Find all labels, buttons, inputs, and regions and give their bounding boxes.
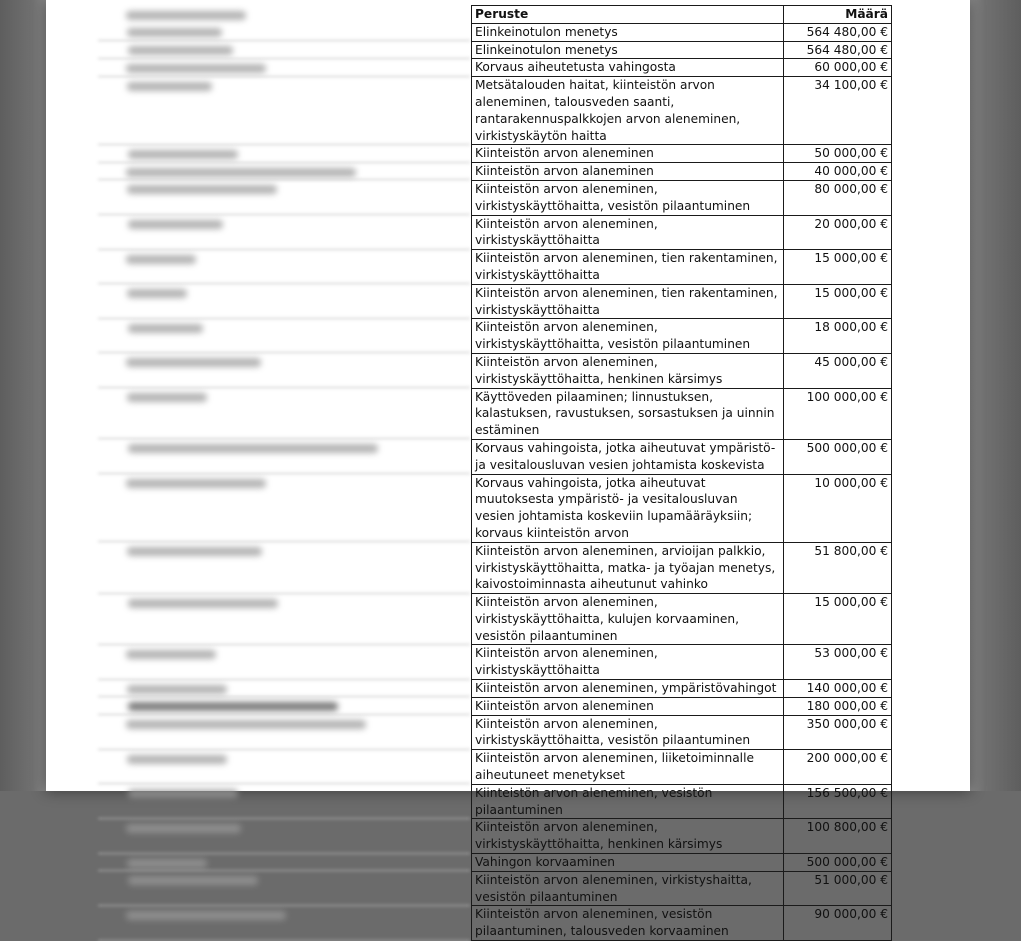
redacted-name (127, 685, 227, 694)
row-basis: Elinkeinotulon menetys (472, 23, 784, 41)
redacted-row-rule (98, 214, 470, 215)
redacted-row-rule (98, 473, 470, 474)
redacted-name (128, 444, 378, 453)
table-row (472, 750, 892, 785)
row-amount: 10 000,00 € (783, 474, 891, 542)
row-amount: 40 000,00 € (783, 163, 891, 181)
viewer-background-right (970, 0, 1021, 791)
row-amount: 100 800,00 € (783, 819, 891, 854)
redacted-name (127, 28, 222, 37)
row-basis: Kiinteistön arvon aleneminen (472, 145, 784, 163)
row-basis: Kiinteistön arvon aleneminen, virkistyskäyttöhaitta (472, 645, 784, 680)
redacted-name (126, 650, 216, 659)
redacted-row-rule (98, 76, 470, 77)
row-amount: 564 480,00 € (783, 23, 891, 41)
table-header-row (472, 6, 892, 24)
redacted-row-rule (98, 696, 470, 697)
table-row (472, 854, 892, 872)
redacted-row-rule (98, 541, 470, 542)
table-row (472, 145, 892, 163)
row-amount: 200 000,00 € (783, 750, 891, 785)
redacted-name (128, 150, 238, 159)
table-row (472, 215, 892, 250)
table-row (472, 180, 892, 215)
row-amount: 500 000,00 € (783, 854, 891, 872)
redacted-row-rule (98, 162, 470, 163)
redacted-name (126, 64, 266, 73)
row-amount: 80 000,00 € (783, 180, 891, 215)
redacted-row-rule (98, 318, 470, 319)
row-basis: Kiinteistön arvon aleneminen, tien rakentaminen, virkistyskäyttöhaitta (472, 284, 784, 319)
table-row (472, 784, 892, 819)
table-row (472, 163, 892, 181)
row-basis: Kiinteistön arvon aleneminen, ympäristövahingot (472, 680, 784, 698)
row-basis: Kiinteistön arvon aleneminen, virkistyskäyttöhaitta, vesistön pilaantuminen (472, 715, 784, 750)
table-row (472, 319, 892, 354)
redacted-name (128, 789, 238, 798)
row-basis: Kiinteistön arvon aleneminen, tien rakentaminen, virkistyskäyttöhaitta (472, 250, 784, 285)
redacted-name (128, 46, 233, 55)
row-amount: 500 000,00 € (783, 439, 891, 474)
table-row (472, 645, 892, 680)
row-basis: Kiinteistön arvon aleneminen (472, 697, 784, 715)
table-row (472, 871, 892, 906)
table-row (472, 819, 892, 854)
table-row (472, 353, 892, 388)
table-row (472, 906, 892, 941)
table-row (472, 474, 892, 542)
document-page (46, 0, 970, 939)
row-amount: 156 500,00 € (783, 784, 891, 819)
row-basis: Korvaus vahingoista, jotka aiheutuvat muutoksesta ympäristö- ja vesitalousluvan vesien johtamista koskeviin lupamääräyksiin; korvaus kiinteistön arvon (472, 474, 784, 542)
row-amount: 51 800,00 € (783, 542, 891, 593)
redacted-row-rule (98, 593, 470, 594)
row-basis: Kiinteistön arvon aleneminen, virkistyskäyttöhaitta, henkinen kärsimys (472, 819, 784, 854)
row-basis: Kiinteistön arvon aleneminen, virkistyskäyttöhaitta, henkinen kärsimys (472, 353, 784, 388)
redacted-name (127, 755, 227, 764)
row-basis: Kiinteistön arvon aleneminen, virkistyskäyttöhaitta, vesistön pilaantuminen (472, 180, 784, 215)
row-basis: Kiinteistön arvon aleneminen, arvioijan palkkio, virkistyskäyttöhaitta, matka- ja työajan menetys, kaivostoiminnasta aiheutunut vahinko (472, 542, 784, 593)
table-row (472, 41, 892, 59)
row-basis: Kiinteistön arvon aleneminen, virkistyskäyttöhaitta, vesistön pilaantuminen (472, 319, 784, 354)
row-amount: 34 100,00 € (783, 77, 891, 145)
redacted-name (126, 358, 261, 367)
redacted-name (127, 82, 212, 91)
redacted-name (126, 911, 286, 920)
redacted-row-rule (98, 905, 470, 906)
table-row (472, 23, 892, 41)
table-row (472, 77, 892, 145)
compensation-table (471, 5, 892, 941)
table-row (472, 594, 892, 645)
row-basis: Korvaus vahingoista, jotka aiheutuvat ympäristö- ja vesitalousluvan vesien johtamista koskevista (472, 439, 784, 474)
redacted-name (128, 702, 338, 711)
redacted-name (128, 220, 223, 229)
row-basis: Kiinteistön arvon aleneminen, virkistyshaitta, vesistön pilaantuminen (472, 871, 784, 906)
row-amount: 20 000,00 € (783, 215, 891, 250)
redacted-name (126, 824, 241, 833)
redacted-row-rule (98, 870, 470, 871)
redacted-row-rule (98, 40, 470, 41)
row-amount: 18 000,00 € (783, 319, 891, 354)
row-basis: Käyttöveden pilaaminen; linnustuksen, kalastuksen, ravustuksen, sorsastuksen ja uinnin estäminen (472, 388, 784, 439)
row-amount: 90 000,00 € (783, 906, 891, 941)
redacted-name (127, 547, 262, 556)
row-basis: Kiinteistön arvon aleneminen, vesistön pilaantuminen (472, 784, 784, 819)
redacted-name (126, 168, 356, 177)
row-amount: 53 000,00 € (783, 645, 891, 680)
row-basis: Elinkeinotulon menetys (472, 41, 784, 59)
table-row (472, 680, 892, 698)
redacted-row-rule (98, 438, 470, 439)
redacted-row-rule (98, 818, 470, 819)
table-body (472, 23, 892, 940)
viewer-background-left (0, 0, 46, 791)
redacted-row-rule (98, 749, 470, 750)
row-amount: 350 000,00 € (783, 715, 891, 750)
header-basis: Peruste (472, 6, 784, 24)
row-amount: 15 000,00 € (783, 284, 891, 319)
redacted-row-rule (98, 853, 470, 854)
table-row (472, 439, 892, 474)
row-amount: 140 000,00 € (783, 680, 891, 698)
row-basis: Vahingon korvaaminen (472, 854, 784, 872)
redacted-row-rule (98, 352, 470, 353)
header-amount: Määrä (783, 6, 891, 24)
table-row (472, 715, 892, 750)
redacted-row-rule (98, 714, 470, 715)
row-amount: 51 000,00 € (783, 871, 891, 906)
redacted-row-rule (98, 179, 470, 180)
redacted-row-rule (98, 283, 470, 284)
row-basis: Kiinteistön arvon aleneminen, virkistyskäyttöhaitta, kulujen korvaaminen, vesistön pilaantuminen (472, 594, 784, 645)
redacted-row-rule (98, 249, 470, 250)
redacted-row-rule (98, 679, 470, 680)
row-basis: Kiinteistön arvon aleneminen, liiketoiminnalle aiheutuneet menetykset (472, 750, 784, 785)
table-row (472, 542, 892, 593)
redacted-name (128, 876, 258, 885)
row-amount: 50 000,00 € (783, 145, 891, 163)
row-amount: 564 480,00 € (783, 41, 891, 59)
redacted-name (126, 11, 246, 20)
redacted-row-rule (98, 644, 470, 645)
redacted-name (127, 859, 207, 868)
table-row (472, 697, 892, 715)
redacted-row-rule (98, 144, 470, 145)
table-row (472, 284, 892, 319)
row-basis: Kiinteistön arvon alaneminen (472, 163, 784, 181)
redacted-name (127, 393, 207, 402)
redacted-row-rule (98, 387, 470, 388)
row-basis: Korvaus aiheutetusta vahingosta (472, 59, 784, 77)
row-amount: 15 000,00 € (783, 250, 891, 285)
redacted-name (128, 599, 278, 608)
redacted-row-rule (98, 58, 470, 59)
row-amount: 45 000,00 € (783, 353, 891, 388)
redacted-name (126, 479, 266, 488)
redacted-name (128, 324, 203, 333)
table-row (472, 250, 892, 285)
row-amount: 60 000,00 € (783, 59, 891, 77)
row-basis: Metsätalouden haitat, kiinteistön arvon aleneminen, talousveden saanti, rantarakennuspalkkojen arvon aleneminen, virkistyskäytön haitta (472, 77, 784, 145)
row-basis: Kiinteistön arvon aleneminen, vesistön pilaantuminen, talousveden korvaaminen (472, 906, 784, 941)
redacted-row-rule (98, 783, 470, 784)
redacted-name (127, 185, 277, 194)
table-row (472, 388, 892, 439)
row-basis: Kiinteistön arvon aleneminen, virkistyskäyttöhaitta (472, 215, 784, 250)
row-amount: 180 000,00 € (783, 697, 891, 715)
redacted-claimant-column (46, 0, 476, 791)
redacted-row-rule (98, 940, 470, 941)
table-row (472, 59, 892, 77)
row-amount: 100 000,00 € (783, 388, 891, 439)
redacted-name (126, 255, 196, 264)
redacted-name (127, 289, 187, 298)
row-amount: 15 000,00 € (783, 594, 891, 645)
redacted-name (126, 720, 366, 729)
